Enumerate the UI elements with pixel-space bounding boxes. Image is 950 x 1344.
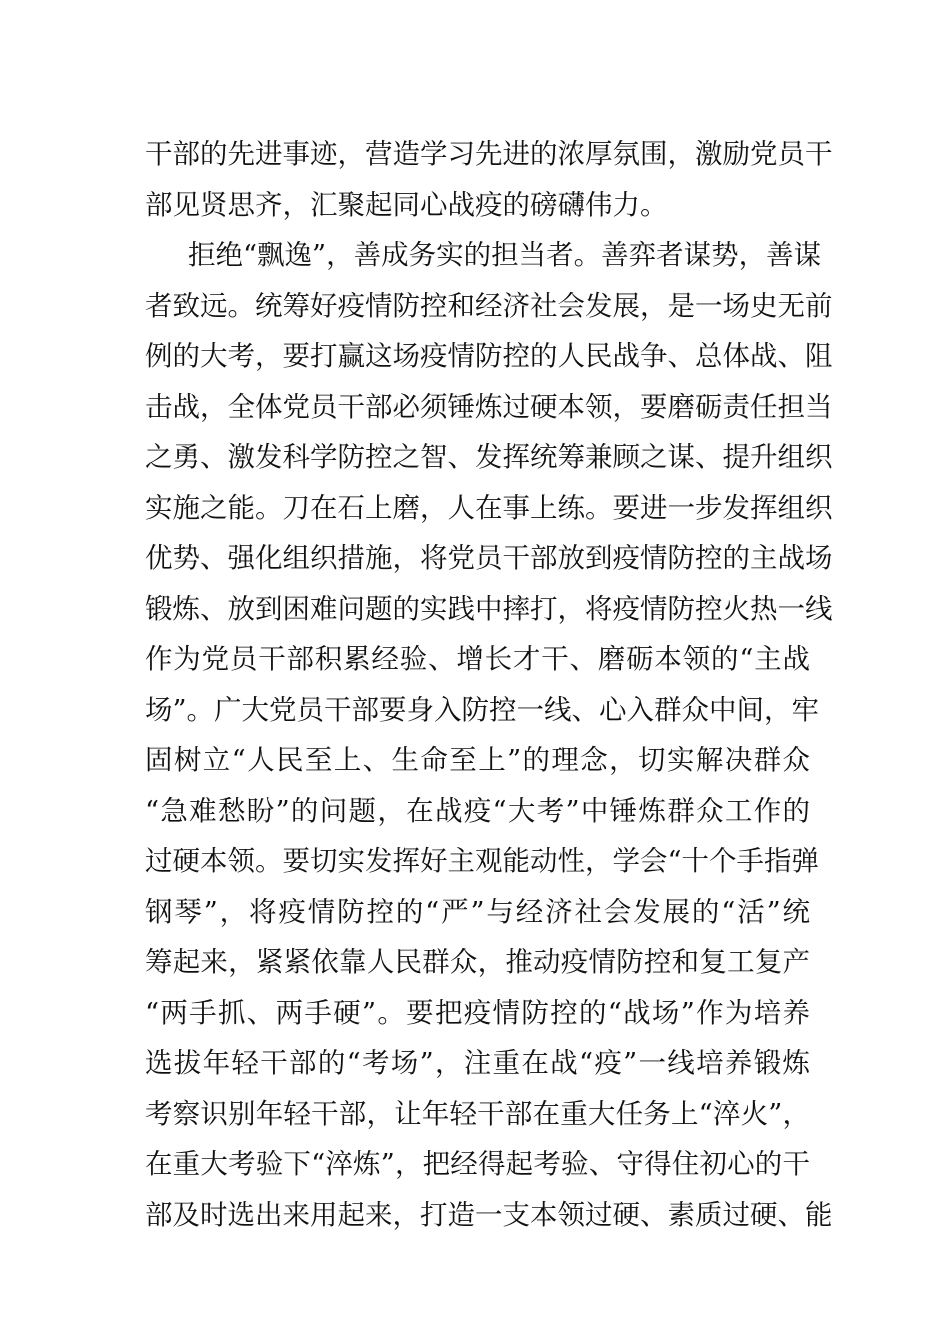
text-line: 选拔年轻干部的“考场”，注重在战“疫”一线培养锻炼	[145, 1047, 810, 1079]
text-line: 钢琴”，将疫情防控的“严”与经济社会发展的“活”统	[145, 895, 810, 928]
text-line: 击战，全体党员干部必须锤炼过硬本领，要磨砺责任担当	[145, 390, 833, 423]
text-line: “急难愁盼”的问题，在战疫“大考”中锤炼群众工作的	[145, 794, 810, 827]
text-line: 锻炼、放到困难问题的实践中摔打，将疫情防控火热一线	[145, 592, 833, 625]
text-line: 在重大考验下“淬炼”，把经得起考验、守得住初心的干	[145, 1148, 810, 1180]
text-line: 者致远。统筹好疫情防控和经济社会发展，是一场史无前	[145, 289, 833, 322]
text-line: 例的大考，要打赢这场疫情防控的人民战争、总体战、阻	[145, 340, 833, 372]
text-line: 部及时选出来用起来，打造一支本领过硬、素质过硬、能	[145, 1198, 833, 1231]
body-text	[145, 129, 833, 1240]
text-line: 优势、强化组织措施，将党员干部放到疫情防控的主战场	[145, 542, 833, 574]
text-line: 干部的先进事迹，营造学习先进的浓厚氛围，激励党员干	[145, 138, 833, 170]
text-line: 考察识别年轻干部，让年轻干部在重大任务上“淬火”，	[145, 1097, 810, 1130]
text-line: 过硬本领。要切实发挥好主观能动性，学会“十个手指弹	[145, 845, 820, 877]
text-line: 部见贤思齐，汇聚起同心战疫的磅礴伟力。	[145, 188, 668, 221]
paragraph-first-line: 拒绝“飘逸”，善成务实的担当者。善弈者谋势，善谋	[188, 239, 822, 271]
text-line: 作为党员干部积累经验、增长才干、磨砺本领的“主战	[145, 643, 810, 675]
text-line: 实施之能。刀在石上磨，人在事上练。要进一步发挥组织	[145, 491, 833, 524]
text-line: 固树立“人民至上、生命至上”的理念，切实解决群众	[145, 744, 810, 776]
text-line: 筹起来，紧紧依靠人民群众，推动疫情防控和复工复产	[145, 946, 810, 978]
text-line: 场”。广大党员干部要身入防控一线、心入群众中间，牢	[145, 693, 820, 726]
text-line: “两手抓、两手硬”。要把疫情防控的“战场”作为培养	[145, 996, 810, 1029]
text-line: 之勇、激发科学防控之智、发挥统筹兼顾之谋、提升组织	[145, 441, 833, 473]
